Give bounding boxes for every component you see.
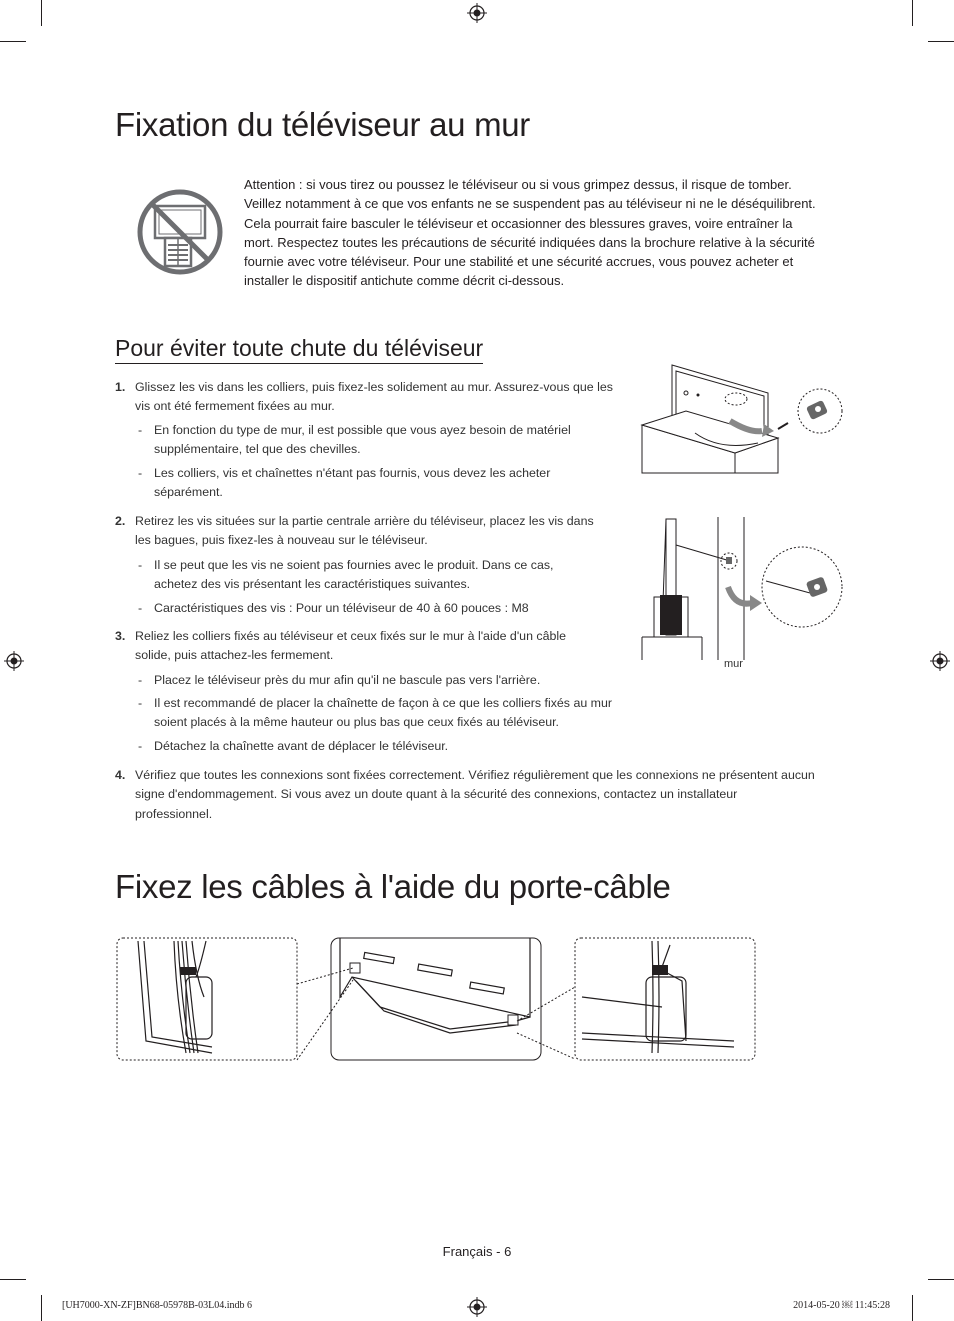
step-subitem-text: En fonction du type de mur, il est possible que vous ayez besoin de matériel supplémentaire, tel que des chevilles. <box>154 423 571 457</box>
section-title: Fixez les câbles à l'aide du porte-câble <box>115 868 671 905</box>
step-subitem-text: Les colliers, vis et chaînettes n'étant pas fournis, vous devez les acheter séparément. <box>154 466 551 500</box>
registration-mark-icon <box>4 651 24 671</box>
step-item <box>115 378 615 418</box>
crop-mark <box>41 1295 42 1321</box>
step-subitem-text: Il se peut que les vis ne soient pas fournies avec le produit. Dans ce cas, achetez des vis présentant les caractéristiques suivantes. <box>154 558 554 592</box>
crop-mark <box>928 41 954 42</box>
page-title: Fixation du téléviseur au mur <box>115 106 530 143</box>
crop-mark <box>928 1279 954 1280</box>
step-number: 4. <box>115 768 126 782</box>
step-number: 3. <box>115 629 126 643</box>
crop-mark <box>912 1295 913 1321</box>
step-number: 2. <box>115 514 126 528</box>
dotted-connector <box>295 960 357 1064</box>
step-subitem-text: Il est recommandé de placer la chaînette de façon à ce que les colliers fixés au mur soient placés à la même hauteur ou plus bas que ceux fixés au téléviseur. <box>154 696 613 730</box>
step-subitem-text: Placez le téléviseur près du mur afin qu'il ne bascule pas vers l'arrière. <box>154 673 541 687</box>
tv-wall-illustration <box>640 515 845 675</box>
crop-mark <box>912 0 913 26</box>
page-number: Français - 6 <box>442 1244 512 1259</box>
crop-mark <box>0 1279 26 1280</box>
section-subtitle: Pour éviter toute chute du téléviseur <box>115 335 483 364</box>
cable-holder-detail-left <box>116 937 298 1061</box>
registration-mark-icon <box>467 3 487 23</box>
registration-mark-icon <box>930 651 950 671</box>
registration-mark-icon <box>467 1297 487 1317</box>
crop-mark <box>0 41 26 42</box>
dotted-connector <box>515 985 577 1065</box>
step-number: 1. <box>115 380 126 394</box>
crop-mark <box>41 0 42 26</box>
no-climbing-icon <box>135 187 225 277</box>
print-slug-right: 2014-05-20 ￼ 11:45:28 <box>793 1300 890 1311</box>
step-text: Glissez les vis dans les colliers, puis fixez-les solidement au mur. Assurez-vous que les vis ont été fermement fixées au mur. <box>135 380 613 414</box>
step-text: Reliez les colliers fixés au téléviseur et ceux fixés sur le mur à l'aide d'un câble solide, puis attachez-les fermement. <box>135 629 567 663</box>
step-text: Retirez les vis situées sur la partie centrale arrière du téléviseur, placez les vis dans les bagues, puis fixez-les à nouveau sur le téléviseur. <box>135 514 594 548</box>
step-text: Vérifiez que toutes les connexions sont fixées correctement. Vérifiez régulièrement que les connexions ne présentent aucun signe d'endommagement. Si vous avez un doute quant à la sécurité des connexions, contactez un installateur professionnel. <box>135 768 815 821</box>
wall-label: mur <box>724 658 743 670</box>
cable-holder-detail-right <box>574 937 756 1061</box>
step-subitem-text: Caractéristiques des vis : Pour un téléviseur de 40 à 60 pouces : M8 <box>154 601 529 615</box>
step-subitem-text: Détachez la chaînette avant de déplacer le téléviseur. <box>154 739 449 753</box>
safety-warning-text: Attention : si vous tirez ou poussez le téléviseur ou si vous grimpez dessus, il risque de tomber. Veillez notamment à ce que vos enfants ne se suspendent pas au téléviseur ni ne le déséquilibrent. Cela pourrait faire basculer le téléviseur et occasionner des blessures graves, voire entraîner la mort. Respectez toutes les précautions de sécurité indiquées dans la brochure relative à la sécurité fournie avec votre téléviseur. Pour une stabilité et une sécurité accrues, vous pouvez acheter et installer le dispositif antichute comme décrit ci-dessous. <box>244 177 816 289</box>
tv-bracket-illustration <box>640 363 845 483</box>
tv-back-stand-illustration <box>330 937 542 1061</box>
print-slug-left: [UH7000-XN-ZF]BN68-05978B-03L04.indb 6 <box>62 1300 252 1311</box>
